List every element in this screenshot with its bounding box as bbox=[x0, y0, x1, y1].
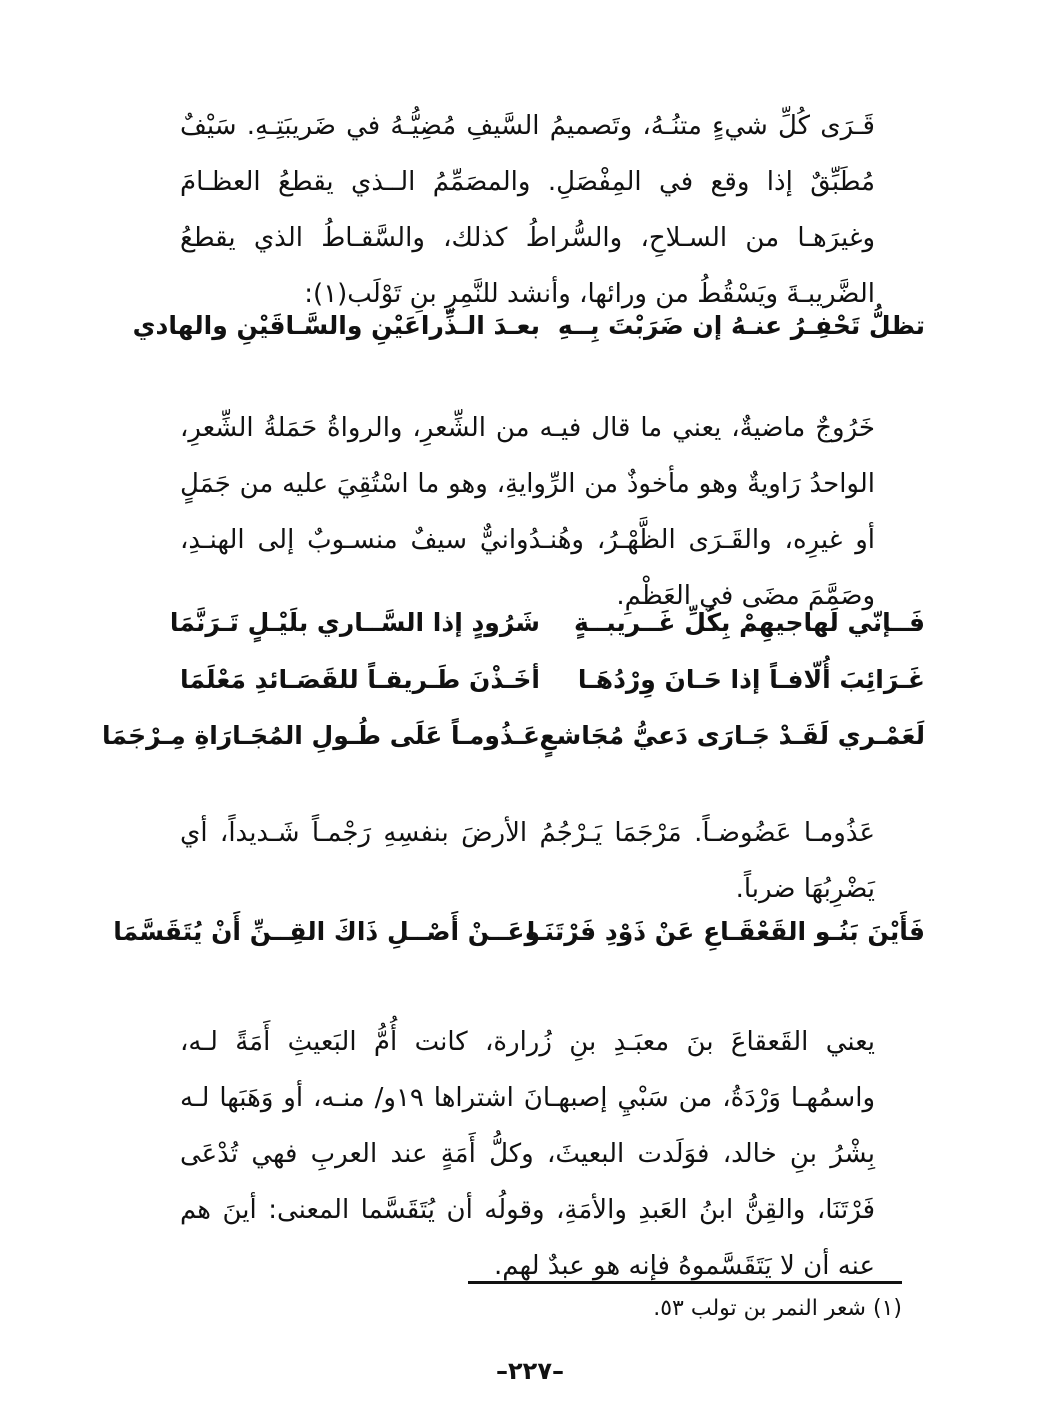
verse-1-first-hemistich: تظلُّ تَحْفِـرُ عنـهُ إن ضَرَبْتَ بِــهِ bbox=[557, 311, 925, 340]
verse-4-second-hemistich: عَـذُومـاً عَلَى طُـولِ المُجَـارَاةِ مِـرْجَمَا bbox=[102, 721, 540, 750]
verse-3-second-hemistich: أخَـذْنَ طَـريقـاً للقَصَـائدِ مَعْلَمَا bbox=[180, 665, 540, 694]
verse-2-first-hemistich: فَــإنّي لَهاجيهِمْ بِكُلِّ غَــريبــةٍ bbox=[573, 608, 925, 637]
verse-2-second-hemistich: شَرُودٍ إذا السَّــاري بلَيْـلٍ تَـرَنَّمَا bbox=[169, 608, 540, 637]
paragraph-1 bbox=[180, 98, 925, 322]
paragraph-2 bbox=[180, 400, 925, 624]
paragraph-4-text: يعني القَعقاعَ بنَ معبَـدِ بنِ زُرارة، كانت أُمُّ البَعيثِ أَمَةً لـه، واسمُهـا وَرْدَةُ، من سَبْيِ إصبهـانَ اشتراها ١٩و/ منـه، أو وَهَبَها لـه بِشْرُ بنِ خالد، فوَلَدت البعيثَ، وكلُّ أَمَةٍ عند العربِ فهي تُدْعَى فَرْتَنَا، والقِنُّ ابنُ العَبدِ والأمَةِ، وقولُه أن يُتَقَسَّما المعنى: أينَ هم عنه أن لا يَتَقَسَّموهُ فإنه هو عبدٌ لهم. bbox=[180, 1027, 875, 1281]
verse-4-first-hemistich: لَعَمْـري لَقَـدْ جَـارَى دَعيُّ مُجَاشعٍ bbox=[539, 721, 925, 750]
paragraph-1-text: قَـرَى كُلِّ شيءٍ متنُـهُ، وتَصميمُ السَّيفِ مُضِيُّـهُ في ضَريبَتِـهِ. سَيْفٌ مُطَبِّقٌ إذا وقع في المِفْصَلِ. والمصَمِّمُ الــذي يقطعُ العظـامَ وغيرَهـا من السـلاحِ، والسُّراطُ كذلك، والسَّقـاطُ الذي يقطعُ الضَّريبـةَ ويَسْقُطُ من ورائها، وأنشد للنَّمِرِ بنِ تَوْلَب(١): bbox=[180, 111, 875, 309]
paragraph-4 bbox=[180, 1014, 925, 1294]
paragraph-3 bbox=[180, 805, 925, 917]
paragraph-2-text: خَرُوجٌ ماضيةٌ، يعني ما قال فيـه من الشِّعرِ، والرواةُ حَمَلةُ الشِّعرِ، الواحدُ رَاويةٌ وهو مأخوذٌ من الرِّوايةِ، وهو ما اسْتُقِيَ عليه من جَمَلٍ أو غيرِه، والقَـرَى الظَّهْـرُ، وهُنـدُوانيٌّ سيفٌ منسـوبٌ إلى الهنـدِ، وصَمَّمَ مضَى في العَظْمِ. bbox=[180, 413, 875, 611]
verse-3-first-hemistich: غَـرَائِبَ أُلّافـاً إذا حَـانَ وِرْدُهَـا bbox=[577, 665, 925, 694]
verse-line-5 bbox=[113, 912, 925, 952]
verse-line-1 bbox=[132, 306, 925, 346]
verse-1-second-hemistich: بعـدَ الـذِّراعَيْنِ والسَّـاقَيْنِ والهادي bbox=[132, 311, 540, 340]
paragraph-3-text: عَذُومـا عَضُوضـاً. مَرْجَمَا يَـرْجُمُ الأرضَ بنفسِهِ رَجْمـاً شَـديداً، أي يَضْرِبُهَا ضرباً. bbox=[180, 818, 875, 904]
footnote-divider bbox=[468, 1281, 902, 1284]
verse-5-second-hemistich: وعَــنْ أَصْــلِ ذَاكَ القِــنِّ أَنْ يُتَقَسَّمَا bbox=[113, 917, 540, 946]
verse-line-3 bbox=[180, 660, 925, 700]
verse-5-first-hemistich: فَأَيْنَ بَنُـو القَعْقَـاعِ عَنْ ذَوْدِ فَرْتَنَـا bbox=[526, 917, 925, 946]
verse-line-4 bbox=[102, 716, 925, 756]
footnote: (١) شعر النمر بن تولب ٥٣. bbox=[653, 1296, 902, 1321]
verse-line-2 bbox=[169, 603, 925, 643]
page-number: –٢٢٧– bbox=[496, 1357, 564, 1385]
